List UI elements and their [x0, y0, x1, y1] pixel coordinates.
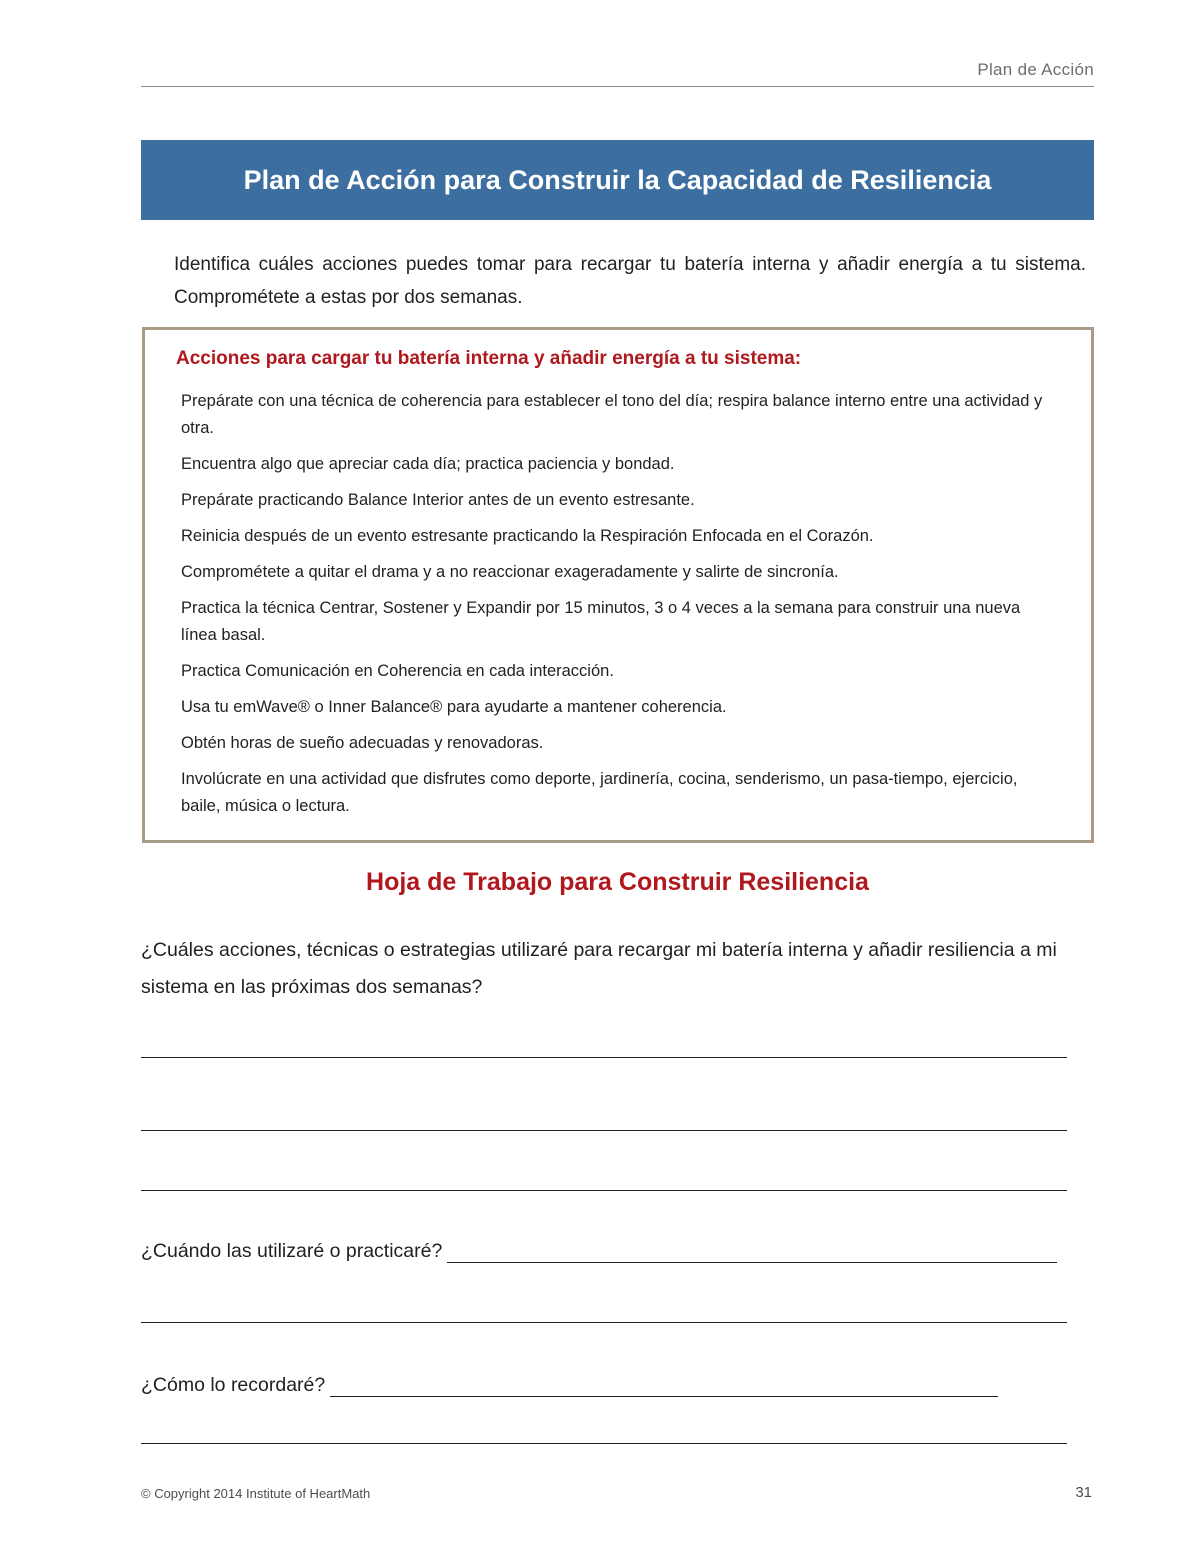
answer-line-5[interactable]	[141, 1443, 1067, 1444]
action-item: Practica Comunicación en Coherencia en cada interacción.	[181, 662, 614, 680]
answer-remember-line[interactable]	[330, 1376, 998, 1397]
answer-line-3[interactable]	[141, 1190, 1067, 1191]
action-item: Comprométete a quitar el drama y a no reaccionar exageradamente y salirte de sincronía.	[181, 563, 839, 581]
answer-when-line[interactable]	[447, 1242, 1057, 1263]
answer-line-2[interactable]	[141, 1130, 1067, 1131]
action-item: Involúcrate en una actividad que disfrutes como deporte, jardinería, cocina, senderismo, un pasa-tiempo, ejercicio, baile, música o lectura.	[181, 770, 1018, 815]
section-label: Plan de Acción	[977, 60, 1094, 79]
question-remember: ¿Cómo lo recordaré?	[141, 1374, 326, 1396]
question-when: ¿Cuándo las utilizaré o practicaré?	[141, 1240, 443, 1262]
action-item: Usa tu emWave® o Inner Balance® para ayudarte a mantener coherencia.	[181, 698, 727, 716]
answer-line-1[interactable]	[141, 1057, 1067, 1058]
answer-line-4[interactable]	[141, 1322, 1067, 1323]
action-item: Prepárate con una técnica de coherencia para establecer el tono del día; respira balance interno entre una actividad y otra.	[181, 392, 1043, 437]
question-remember-row	[141, 1374, 998, 1397]
header-divider	[141, 86, 1094, 87]
page-number: 31	[1075, 1484, 1092, 1501]
action-item: Prepárate practicando Balance Interior antes de un evento estresante.	[181, 491, 695, 509]
action-item: Obtén horas de sueño adecuadas y renovadoras.	[181, 734, 544, 752]
actions-list	[181, 388, 1051, 829]
question-when-row	[141, 1240, 1057, 1263]
page-title-banner	[141, 140, 1094, 220]
action-item: Encuentra algo que apreciar cada día; practica paciencia y bondad.	[181, 455, 675, 473]
worksheet-title: Hoja de Trabajo para Construir Resiliencia	[366, 868, 869, 896]
actions-title: Acciones para cargar tu batería interna y añadir energía a tu sistema:	[176, 348, 802, 369]
question-actions: ¿Cuáles acciones, técnicas o estrategias utilizaré para recargar mi batería interna y añadir resiliencia a mi sistema en las próximas dos semanas?	[141, 939, 1057, 998]
action-item: Practica la técnica Centrar, Sostener y Expandir por 15 minutos, 3 o 4 veces a la semana para construir una nueva línea basal.	[181, 599, 1021, 644]
page-title: Plan de Acción para Construir la Capacidad de Resiliencia	[243, 164, 992, 195]
action-item: Reinicia después de un evento estresante practicando la Respiración Enfocada en el Corazón.	[181, 527, 874, 545]
intro-paragraph: Identifica cuáles acciones puedes tomar para recargar tu batería interna y añadir energía a tu sistema. Comprométete a estas por dos semanas.	[174, 254, 1086, 308]
copyright-notice: © Copyright 2014 Institute of HeartMath	[141, 1486, 371, 1501]
actions-box	[142, 327, 1094, 843]
